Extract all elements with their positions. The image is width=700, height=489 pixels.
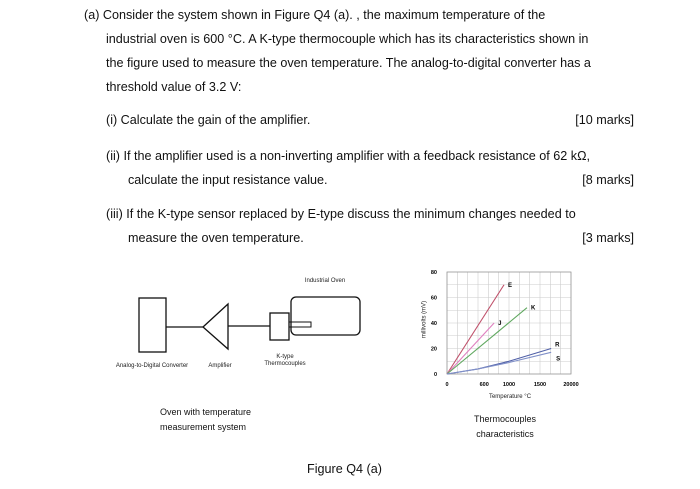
y-tick-label: 40 bbox=[430, 321, 437, 327]
series-label-E: E bbox=[508, 282, 513, 289]
x-tick-label: 1500 bbox=[533, 382, 547, 388]
series-label-R: R bbox=[555, 342, 560, 349]
x-axis-label: Temperature °C bbox=[488, 394, 532, 400]
x-tick-label: 0 bbox=[445, 382, 449, 388]
adc-label: Analog-to-Digital Converter bbox=[115, 363, 189, 369]
series-line-K bbox=[447, 308, 527, 374]
part-ii: calculate the input resistance value. bbox=[128, 173, 328, 187]
x-tick-label: 600 bbox=[479, 382, 489, 388]
question-line: the figure used to measure the oven temperature. The analog-to-digital converter has a bbox=[106, 56, 591, 70]
series-label-J: J bbox=[498, 321, 502, 327]
y-tick-label: 60 bbox=[430, 295, 437, 302]
oven-label: Industrial Oven bbox=[304, 278, 346, 284]
diagram-caption: Oven with temperature measurement system bbox=[160, 407, 252, 432]
chart-caption: Thermocouples characteristics bbox=[473, 414, 537, 439]
part-i-marks: [10 marks] bbox=[575, 113, 634, 127]
x-tick-label: 1000 bbox=[502, 382, 516, 388]
figure-caption: Figure Q4 (a) bbox=[307, 462, 382, 476]
series-label-K: K bbox=[530, 305, 536, 312]
y-tick-label: 20 bbox=[430, 346, 437, 353]
y-tick-label: 80 bbox=[430, 270, 437, 276]
part-ii-marks: [8 marks] bbox=[582, 173, 634, 187]
question-line: threshold value of 3.2 V: bbox=[106, 80, 242, 94]
x-tick-label: 20000 bbox=[563, 382, 579, 388]
series-line-E bbox=[447, 285, 504, 374]
part-iii: measure the oven temperature. bbox=[128, 231, 304, 245]
part-i: (i) Calculate the gain of the amplifier. bbox=[106, 113, 311, 127]
question-line: industrial oven is 600 °C. A K-type thermocouple which has its characteristics shown in bbox=[106, 32, 589, 46]
y-axis-label: millivolts (mV) bbox=[421, 300, 428, 339]
part-ii: (ii) If the amplifier used is a non-inverting amplifier with a feedback resistance of 62 kΩ, bbox=[106, 149, 590, 163]
question-line: (a) Consider the system shown in Figure Q4 (a). , the maximum temperature of the bbox=[84, 8, 546, 22]
amp-label: Amplifier bbox=[208, 363, 232, 369]
series-label-S: S bbox=[556, 356, 561, 363]
tc-label: K-type Thermocouples bbox=[264, 354, 306, 367]
y-tick-label: 0 bbox=[433, 372, 437, 378]
part-iii: (iii) If the K-type sensor replaced by E-type discuss the minimum changes needed to bbox=[106, 207, 576, 221]
part-iii-marks: [3 marks] bbox=[582, 231, 634, 245]
